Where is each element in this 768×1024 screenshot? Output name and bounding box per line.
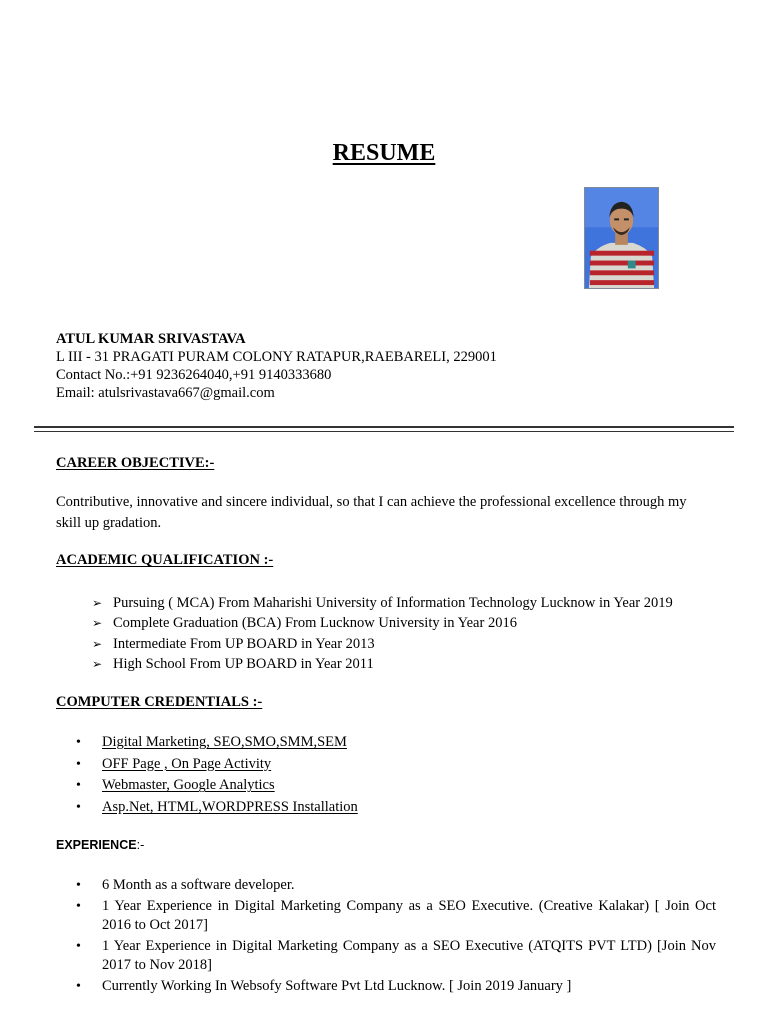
list-item xyxy=(92,654,673,674)
list-item xyxy=(76,937,716,975)
credential-item: Asp.Net, HTML,WORDPRESS Installation xyxy=(102,799,358,816)
career-objective-heading: CAREER OBJECTIVE:- xyxy=(56,455,215,471)
profile-photo-image xyxy=(585,188,658,288)
bullet-icon: • xyxy=(76,979,81,994)
academic-list xyxy=(92,593,673,674)
contact-numbers: Contact No.:+91 9236264040,+91 9140333680 xyxy=(56,367,332,383)
list-item xyxy=(76,797,358,819)
academic-item: Pursuing ( MCA) From Maharishi University of Information Technology Lucknow in Year 2019 xyxy=(113,595,673,611)
experience-heading-label: EXPERIENCE xyxy=(56,838,137,852)
list-item xyxy=(92,593,673,613)
divider-thick xyxy=(34,426,734,428)
experience-heading xyxy=(56,838,144,852)
experience-heading-suffix: :- xyxy=(136,838,145,852)
email-line: Email: atulsrivastava667@gmail.com xyxy=(56,385,275,401)
candidate-name: ATUL KUMAR SRIVASTAVA xyxy=(56,331,246,347)
arrow-bullet-icon: ➢ xyxy=(92,616,103,631)
experience-item: Currently Working In Websofy Software Pvt Ltd Lucknow. [ Join 2019 January ] xyxy=(102,978,572,994)
divider-thin xyxy=(34,431,734,432)
list-item xyxy=(76,977,716,996)
computer-credentials-list xyxy=(76,732,358,819)
list-item xyxy=(76,775,358,797)
experience-list xyxy=(76,876,716,998)
address-line: L III - 31 PRAGATI PURAM COLONY RATAPUR,RAEBARELI, 229001 xyxy=(56,349,497,365)
list-item xyxy=(76,732,358,754)
bullet-icon: • xyxy=(76,756,81,772)
profile-photo xyxy=(584,187,659,289)
academic-item: Complete Graduation (BCA) From Lucknow University in Year 2016 xyxy=(113,615,517,632)
list-item xyxy=(76,754,358,776)
bullet-icon: • xyxy=(76,735,81,750)
bullet-icon: • xyxy=(76,939,81,954)
page-title: RESUME xyxy=(332,140,436,166)
career-objective-line: Contributive, innovative and sincere individual, so that I can achieve the professional excellence through my xyxy=(56,494,687,510)
arrow-bullet-icon: ➢ xyxy=(92,656,103,671)
arrow-bullet-icon: ➢ xyxy=(92,596,103,610)
experience-item: 6 Month as a software developer. xyxy=(102,877,295,893)
academic-heading: ACADEMIC QUALIFICATION :- xyxy=(56,552,274,568)
list-item xyxy=(92,613,673,633)
credential-item: OFF Page , On Page Activity xyxy=(102,755,272,772)
list-item xyxy=(76,897,716,935)
experience-item: 1 Year Experience in Digital Marketing Company as a SEO Executive (ATQITS PVT LTD) [Join Nov 2017 to Nov 2018] xyxy=(102,938,716,973)
career-objective-line: skill up gradation. xyxy=(56,515,162,531)
bullet-icon: • xyxy=(76,878,81,893)
bullet-icon: • xyxy=(76,778,81,794)
computer-credentials-heading: COMPUTER CREDENTIALS :- xyxy=(56,694,263,710)
career-objective-text xyxy=(56,492,721,534)
experience-item: 1 Year Experience in Digital Marketing Company as a SEO Executive. (Creative Kalakar) [ Join Oct 2016 to Oct 2017] xyxy=(102,898,716,933)
academic-item: High School From UP BOARD in Year 2011 xyxy=(113,655,374,672)
bullet-icon: • xyxy=(76,899,81,914)
arrow-bullet-icon: ➢ xyxy=(92,636,103,651)
list-item xyxy=(92,634,673,654)
list-item xyxy=(76,876,716,895)
bullet-icon: • xyxy=(76,800,81,816)
academic-item: Intermediate From UP BOARD in Year 2013 xyxy=(113,635,375,652)
contact-block xyxy=(56,330,497,402)
credential-item: Digital Marketing, SEO,SMO,SMM,SEM xyxy=(102,734,347,750)
credential-item: Webmaster, Google Analytics xyxy=(102,777,275,794)
